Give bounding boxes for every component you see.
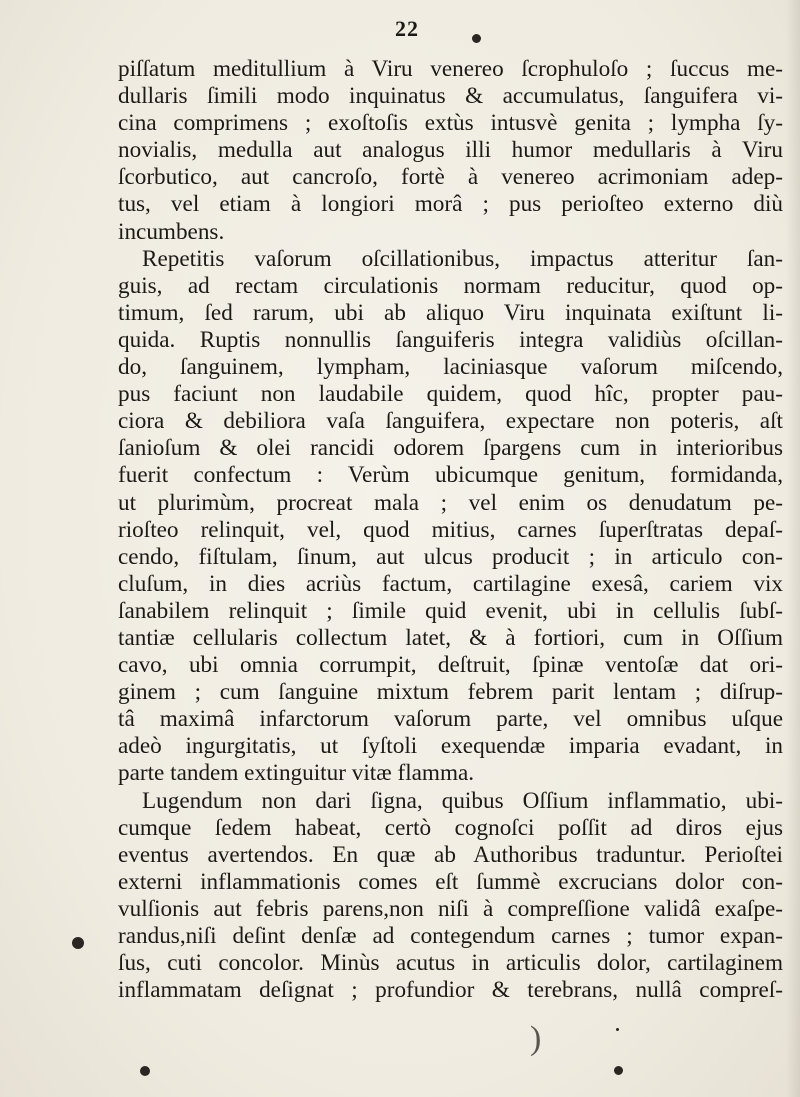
- text-line: ginem ; cum ſanguine mixtum febrem parit lentam ; diſrup-: [118, 679, 783, 706]
- text-line: cluſum, in dies acriùs factum, cartilagine exesâ, cariem vix: [118, 570, 783, 597]
- text-line: tus, vel etiam à longiori morâ ; pus perioſteo externo diù: [118, 191, 783, 218]
- text-line: inflammatam deſignat ; profundior & terebrans, nullâ compreſ-: [118, 977, 783, 1004]
- ink-speck: [72, 937, 84, 949]
- text-line: incumbens.: [118, 218, 225, 245]
- text-line: dullaris ſimili modo inquinatus & accumulatus, ſanguifera vi-: [118, 83, 783, 110]
- text-line: novialis, medulla aut analogus illi humor medullaris à Viru: [118, 137, 783, 164]
- text-line: adeò ingurgitatis, ut ſyſtoli exequendæ imparia evadant, in: [118, 733, 783, 760]
- text-line: timum, ſed rarum, ubi ab aliquo Viru inquinata exiſtunt li-: [118, 299, 783, 326]
- body-text: [118, 56, 783, 1004]
- text-line: fuerit confectum : Verùm ubicumque genitum, formidanda,: [118, 462, 783, 489]
- text-line: externi inflammationis comes eſt ſummè excrucians dolor con-: [118, 868, 783, 895]
- text-line: tantiæ cellularis collectum latet, & à fortiori, cum in Oſſium: [118, 624, 783, 651]
- text-line: piſſatum meditullium à Viru venereo ſcrophuloſo ; ſuccus me-: [118, 56, 783, 82]
- text-line: cavo, ubi omnia corrumpit, deſtruit, ſpinæ ventoſæ dat ori-: [118, 652, 783, 679]
- text-line: Lugendum non dari ſigna, quibus Oſſium inflammatio, ubi-: [142, 787, 783, 814]
- text-line: Repetitis vaſorum oſcillationibus, impactus atteritur ſan-: [142, 245, 783, 272]
- text-line: vulſionis aut febris parens,non niſi à compreſſione validâ exaſpe-: [118, 895, 783, 922]
- text-line: ſus, cuti concolor. Minùs acutus in articulis dolor, cartilaginem: [118, 950, 783, 977]
- text-line: quida. Ruptis nonnullis ſanguiferis integra validiùs oſcillan-: [118, 326, 783, 353]
- text-line: do, ſanguinem, lympham, laciniasque vaſorum miſcendo,: [118, 354, 783, 381]
- text-line: tâ maximâ infarctorum vaſorum parte, vel omnibus uſque: [118, 706, 783, 733]
- text-line: rioſteo relinquit, vel, quod mitius, carnes ſuperſtratas depaſ-: [118, 516, 783, 543]
- ink-speck: [616, 1028, 619, 1031]
- text-line: eventus avertendos. En quæ ab Authoribus traduntur. Perioſtei: [118, 841, 783, 868]
- ink-speck: [472, 34, 481, 43]
- text-line: cendo, fiſtulam, ſinum, aut ulcus producit ; in articulo con-: [118, 543, 783, 570]
- text-line: guis, ad rectam circulationis normam reducitur, quod op-: [118, 272, 783, 299]
- text-line: ſcorbutico, aut cancroſo, fortè à venereo acrimoniam adep-: [118, 164, 783, 191]
- text-line: ſanioſum & olei rancidi odorem ſpargens cum in interioribus: [118, 435, 783, 462]
- ink-speck: [614, 1066, 623, 1075]
- text-line: pus faciunt non laudabile quidem, quod hîc, propter pau-: [118, 381, 783, 408]
- text-line: randus,niſi deſint denſæ ad contegendum carnes ; tumor expan-: [118, 923, 783, 949]
- text-line: ciora & debiliora vaſa ſanguifera, expectare non poteris, aſt: [118, 408, 783, 435]
- page-fold-shadow: [786, 0, 800, 1097]
- text-line: ſanabilem relinquit ; ſimile quid evenit, ubi in cellulis ſubſ-: [118, 597, 783, 624]
- text-line: ut plurimùm, procreat mala ; vel enim os denudatum pe-: [118, 489, 783, 516]
- text-line: parte tandem extinguitur vitæ flamma.: [118, 760, 475, 787]
- stray-bracket-mark: ): [530, 1020, 542, 1057]
- page-number: 22: [395, 16, 419, 41]
- text-line: cina comprimens ; exoſtoſis extùs intusvè genita ; lympha ſy-: [118, 110, 783, 137]
- ink-speck: [140, 1066, 150, 1076]
- text-line: cumque ſedem habeat, certò cognoſci poſſit ad diros ejus: [118, 814, 783, 841]
